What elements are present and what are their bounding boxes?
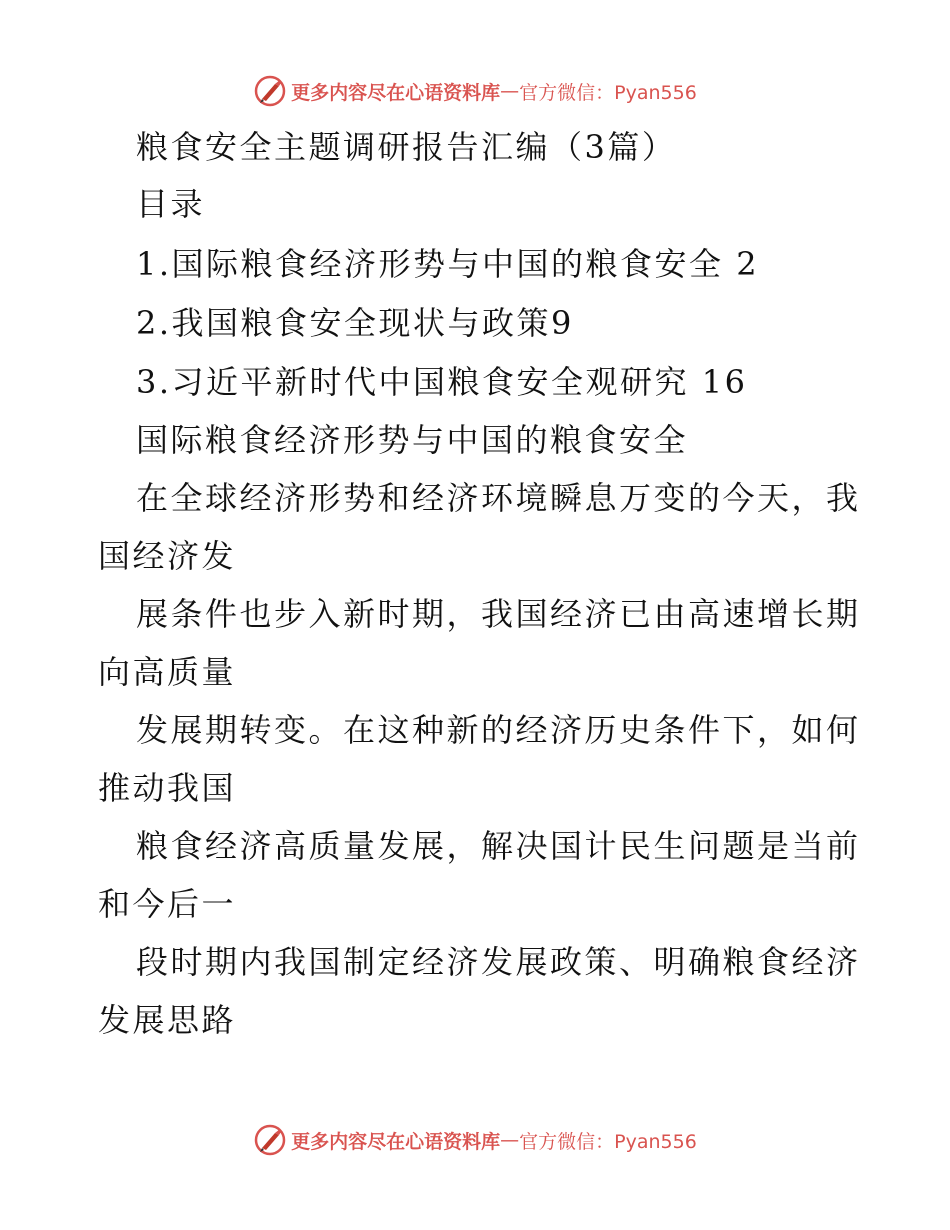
body-line: 推动我国 [98,769,237,807]
footer-banner [0,1120,950,1160]
toc-item: 2.我国粮食安全现状与政策9 [136,304,574,342]
body-line: 向高质量 [98,653,237,691]
body-line: 发展期转变。在这种新的经济历史条件下，如何 [136,711,861,749]
body-line: 在全球经济形势和经济环境瞬息万变的今天，我 [136,479,861,517]
header-banner [0,71,950,111]
body-line: 和今后一 [98,885,237,923]
banner-wechat-text: 官方微信：Pyan556 [519,1130,697,1153]
body-line: 段时期内我国制定经济发展政策、明确粮食经济 [136,943,861,981]
banner-separator: — [500,80,520,102]
body-line: 国经济发 [98,537,237,575]
quill-pen-logo-icon [253,74,287,108]
quill-pen-logo-icon [253,1123,287,1157]
document-title: 粮食安全主题调研报告汇编（3篇） [136,128,677,166]
body-line: 展条件也步入新时期，我国经济已由高速增长期 [136,595,861,633]
banner-main-text: 更多内容尽在心语资料库 [291,81,501,104]
banner-separator: — [500,1129,520,1151]
banner-main-text: 更多内容尽在心语资料库 [291,1130,501,1153]
banner-wechat-text: 官方微信：Pyan556 [519,81,697,104]
section-title: 国际粮食经济形势与中国的粮食安全 [136,421,689,459]
toc-heading: 目录 [136,185,206,223]
body-line: 发展思路 [98,1001,237,1039]
toc-item: 3.习近平新时代中国粮食安全观研究 16 [136,363,748,401]
body-line: 粮食经济高质量发展，解决国计民生问题是当前 [136,827,861,865]
toc-item: 1.国际粮食经济形势与中国的粮食安全 2 [136,245,760,283]
